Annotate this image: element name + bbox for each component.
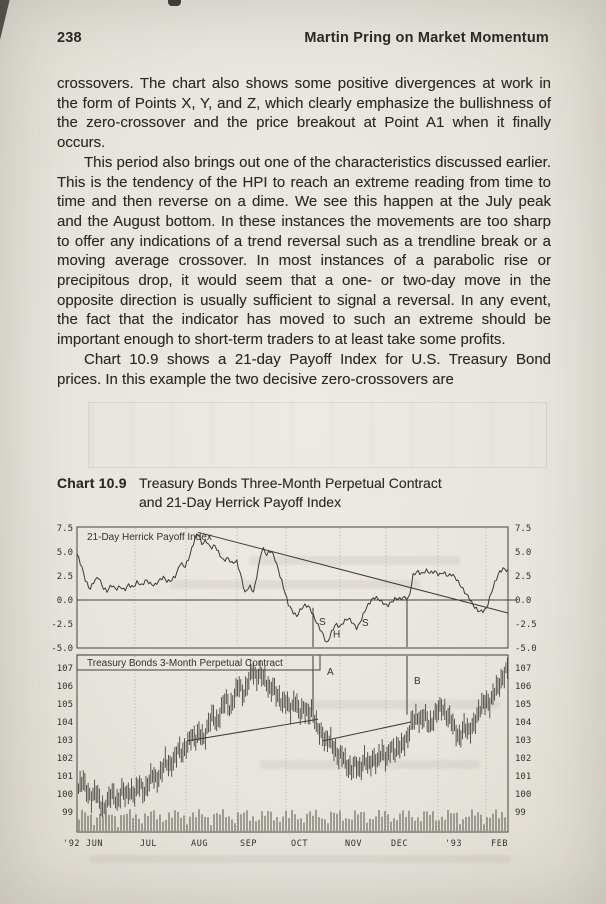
price-panel-frame: [77, 655, 508, 832]
paragraph-2: This period also brings out one of the characteristics discussed earlier. This is the tendency of the HPI to reach an extreme reading from time to time and then reverse on a dime. We see this happen at the July peak and the August bottom. In these instances the movements are too sharp to offer any indications of a trend reversal such as a trendline break or a moving average crossover. In most instances of a parabolic rise or precipitous drop, it would seem that a one- or two-day move in the opposite direction is usually sufficient to signal a reversal. In any event, the fact that the indicator has moved to such an extreme should be important enough to short-term traders to at least take some profits.: [57, 153, 551, 349]
svg-text:101: 101: [56, 772, 73, 782]
annotation-S: S: [319, 617, 326, 628]
svg-text:'93: '93: [445, 839, 463, 849]
annotation-S: S: [362, 617, 369, 629]
annotation-A: A: [327, 667, 334, 679]
svg-text:DEC: DEC: [391, 839, 409, 849]
hpi-downtrend-line: [198, 532, 508, 613]
svg-text:SEP: SEP: [240, 839, 258, 849]
svg-text:103: 103: [56, 736, 73, 746]
annotation-H: H: [333, 629, 341, 641]
svg-text:107: 107: [56, 664, 73, 674]
svg-text:JUL: JUL: [140, 839, 158, 849]
scan-edge-artifact: [168, 0, 181, 6]
svg-text:103: 103: [515, 736, 532, 746]
svg-text:101: 101: [515, 772, 532, 782]
svg-text:105: 105: [515, 700, 532, 710]
svg-text:100: 100: [56, 790, 73, 800]
svg-text:104: 104: [56, 718, 73, 728]
svg-text:2.5: 2.5: [515, 572, 532, 582]
svg-text:AUG: AUG: [191, 839, 209, 849]
svg-text:102: 102: [56, 754, 73, 764]
page-number: 238: [57, 30, 82, 46]
svg-text:107: 107: [515, 664, 532, 674]
svg-text:100: 100: [515, 790, 532, 800]
page-header: [57, 30, 549, 46]
svg-text:99: 99: [62, 808, 73, 818]
svg-text:-2.5: -2.5: [51, 620, 73, 630]
caption-text: [139, 474, 442, 512]
svg-text:0.0: 0.0: [515, 596, 532, 606]
svg-text:0.0: 0.0: [56, 596, 73, 606]
svg-text:5.0: 5.0: [56, 548, 73, 558]
chart-svg: [0, 512, 606, 860]
svg-text:106: 106: [515, 682, 532, 692]
caption-line-1: Treasury Bonds Three-Month Perpetual Contract: [139, 475, 442, 491]
hpi-panel-title: 21-Day Herrick Payoff Index: [87, 532, 212, 543]
svg-text:'92: '92: [63, 839, 81, 849]
svg-text:99: 99: [515, 808, 526, 818]
svg-text:7.5: 7.5: [515, 524, 532, 534]
svg-text:JUN: JUN: [86, 839, 104, 849]
svg-text:FEB: FEB: [491, 839, 509, 849]
svg-text:106: 106: [56, 682, 73, 692]
svg-text:-5.0: -5.0: [515, 644, 537, 654]
svg-text:-2.5: -2.5: [515, 620, 537, 630]
svg-text:-5.0: -5.0: [51, 644, 73, 654]
caption-label: Chart 10.9: [57, 475, 127, 491]
paragraph-3: Chart 10.9 shows a 21-day Payoff Index for U.S. Treasury Bond prices. In this example the two decisive zero-crossovers are: [57, 350, 551, 388]
body-text: [57, 74, 551, 389]
svg-text:NOV: NOV: [345, 839, 363, 849]
svg-text:104: 104: [515, 718, 532, 728]
price-panel-title: Treasury Bonds 3-Month Perpetual Contract: [87, 658, 283, 669]
svg-text:105: 105: [56, 700, 73, 710]
running-title: Martin Pring on Market Momentum: [304, 30, 549, 46]
hpi-line: [77, 534, 508, 642]
bleedthrough-ghost-chart: [88, 402, 547, 468]
svg-text:OCT: OCT: [291, 839, 309, 849]
caption-line-2: and 21-Day Herrick Payoff Index: [139, 494, 342, 510]
paragraph-1: crossovers. The chart also shows some positive divergences at work in the form of Points X, Y, and Z, which clearly emphasize the bullishness of the zero-crossover and the price breakout at Point A1 when it finally occurs.: [57, 75, 551, 152]
svg-text:5.0: 5.0: [515, 548, 532, 558]
annotation-B: B: [414, 676, 421, 688]
svg-text:102: 102: [515, 754, 532, 764]
svg-text:2.5: 2.5: [56, 572, 73, 582]
hpi-panel-frame: [77, 527, 508, 648]
scan-corner-artifact: [0, 0, 16, 40]
svg-text:7.5: 7.5: [56, 524, 73, 534]
chart-caption: [57, 474, 442, 512]
